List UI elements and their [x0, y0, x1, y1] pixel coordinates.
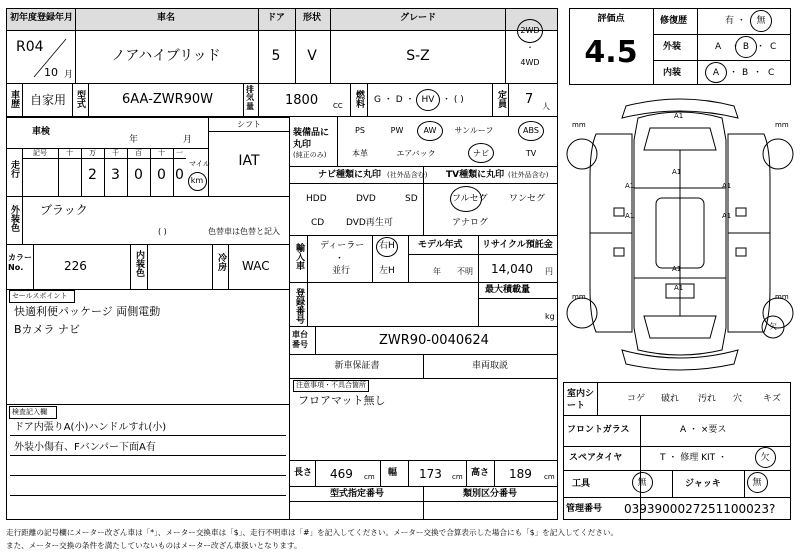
- exterior-label: 外装色: [9, 205, 19, 232]
- score-label: 評価点: [597, 14, 625, 24]
- drive-dot: ・: [526, 43, 534, 52]
- interior-sheet-item: コゲ: [627, 394, 646, 404]
- tire-mm-fl: mm: [572, 121, 586, 129]
- tv-analog: アナログ: [452, 218, 489, 228]
- import-right-h: 右H: [379, 241, 395, 251]
- mile-label: マイル: [189, 160, 210, 168]
- interior-sheet-item: キズ: [763, 394, 781, 404]
- max-load-kg: kg: [545, 312, 555, 321]
- exterior-color: ブラック: [40, 203, 88, 217]
- navi-dvd-play: DVD再生可: [346, 218, 393, 228]
- damage-mark: A1: [674, 112, 684, 120]
- navi-sd: SD: [405, 194, 418, 204]
- grade: S-Z: [406, 48, 430, 64]
- notes-text: フロアマット無し: [298, 394, 386, 407]
- mileage-header: 一: [176, 149, 183, 157]
- exterior-score-dot1: ・: [731, 42, 741, 52]
- mileage-divider: [81, 148, 82, 196]
- equipment-item: AW: [423, 126, 437, 135]
- inspector-notes-label: 検査記入欄: [12, 408, 47, 416]
- grade-label: グレード: [399, 13, 437, 23]
- interior-score-dot2: ・: [753, 68, 763, 78]
- max-load-label: 最大積載量: [485, 285, 531, 295]
- car-condition-diagram: [566, 88, 794, 378]
- navi-sub: (社外品含む): [387, 171, 428, 179]
- interior-sheet-item: 破れ: [661, 394, 680, 404]
- mileage-header: 十: [66, 149, 73, 157]
- equipment-item: TV: [525, 149, 537, 158]
- interior-score-label: 内装: [663, 68, 682, 78]
- sales-point-label: セールスポイント: [12, 292, 68, 300]
- interior-score-c: C: [768, 68, 775, 78]
- shift: IAT: [238, 153, 260, 169]
- shape-label: 形状: [302, 13, 322, 23]
- tools-label: 工具: [572, 479, 591, 489]
- damage-mark: A1: [674, 284, 684, 292]
- spare-options: T ・ 修理 KIT ・: [660, 453, 727, 463]
- tv-fullseg: フルセグ: [452, 194, 488, 204]
- registration-label: 登録番号: [294, 288, 304, 324]
- model-year-unit: 年: [433, 267, 441, 276]
- chassis-label: 車台番号: [292, 330, 308, 349]
- notes-label: 注意事項・不具合箇所: [296, 381, 366, 389]
- tire-mm-rr: mm: [775, 293, 789, 301]
- glass-value: A ・ ×要ス: [680, 425, 727, 435]
- ac-value: WAC: [242, 259, 270, 273]
- repair-label: 修復歴: [660, 16, 688, 26]
- footer-line-2: また、メーター交換の条件を満たしていないものはメーター改ざん車扱いとなります。: [6, 541, 302, 550]
- capacity: 7: [525, 92, 534, 107]
- interior-score-b: B: [742, 68, 749, 78]
- glass-label: フロントガラス: [567, 425, 630, 435]
- car-name-label: 車名: [156, 13, 176, 23]
- sales-point-line-2: Bカメラ ナビ: [14, 323, 81, 336]
- shape: V: [307, 48, 317, 64]
- inspector-notes-line-1: ドア内張りA(小)ハンドルすれ(小): [14, 422, 167, 433]
- damage-mark: A1: [722, 212, 732, 220]
- shift-label: シフト: [237, 120, 261, 129]
- mileage-header: 十: [158, 149, 165, 157]
- use-value: 自家用: [30, 93, 67, 107]
- fuel-options: G ・ D ・: [374, 95, 415, 105]
- jack-value: 無: [752, 478, 762, 488]
- exterior-score-b: B: [742, 42, 750, 52]
- mileage-divider: [150, 148, 151, 196]
- import-dot: ・: [335, 254, 345, 264]
- mileage-header: 万: [89, 149, 96, 157]
- height-label: 高さ: [471, 468, 490, 478]
- equipment-item: エアバック: [396, 149, 436, 158]
- drive-4wd: 4WD: [520, 58, 540, 67]
- damage-mark: A1: [672, 265, 682, 273]
- mileage-digit: 0: [175, 167, 184, 183]
- sales-point-line-1: 快適利便パッケージ 両側電動: [14, 305, 161, 318]
- recycle-yen: 円: [545, 267, 553, 276]
- mileage-digit: 0: [134, 167, 143, 183]
- color-no: 226: [64, 259, 87, 273]
- mileage-divider: [127, 148, 128, 196]
- mileage-divider: [173, 148, 174, 196]
- import-left-h: 左H: [379, 266, 395, 276]
- interior-color-label: 内装色: [134, 250, 144, 277]
- model-label: 型式: [75, 90, 85, 108]
- mileage-digit: 2: [88, 167, 97, 183]
- navi-hdd: HDD: [306, 194, 327, 204]
- chassis-value: ZWR90-0040624: [379, 333, 489, 348]
- exterior-score-a: A: [715, 42, 722, 52]
- footer-line-1: 走行距離の記号欄にメーター改ざん車は「*」、メーター交換車は「$」、走行不明車は「#」を記入してください。メーター交換で合算表示した場合にも「$」を記入してください。: [6, 528, 619, 537]
- height-value: 189: [509, 467, 532, 481]
- door-label: ドア: [267, 13, 285, 23]
- equipment-item: PS: [355, 126, 365, 135]
- tv-sub: (社外品含む): [508, 171, 549, 179]
- tire-mm-rl: mm: [572, 293, 586, 301]
- width-value: 173: [419, 467, 442, 481]
- management-value: 0393900027251100023?: [624, 502, 776, 516]
- equipment-item: PW: [390, 126, 404, 135]
- shaken-month-unit: 月: [183, 135, 193, 145]
- import-dealer: ディーラー: [320, 241, 365, 251]
- exterior-paren: ( ): [158, 227, 167, 236]
- interior-sheet-item: 穴: [733, 394, 743, 404]
- ac-label: 冷房: [216, 253, 226, 271]
- missing-mark: 欠: [769, 322, 777, 331]
- km-label: km: [190, 176, 204, 185]
- displacement: 1800: [285, 93, 319, 108]
- exterior-note: 色替車は色替と記入: [208, 227, 280, 236]
- height-cm: cm: [544, 473, 555, 481]
- damage-mark: A1: [722, 182, 732, 190]
- spare-label: スペアタイヤ: [569, 453, 623, 463]
- equipment-item: 本革: [352, 149, 368, 158]
- damage-mark: A1: [625, 212, 635, 220]
- model-year-label: モデル年式: [418, 240, 463, 250]
- first-reg-era: R04: [16, 39, 44, 55]
- first-reg-label: 初年度登録年月: [10, 13, 74, 23]
- score-value: 4.5: [584, 35, 638, 70]
- car-name: ノアハイブリッド: [111, 48, 221, 64]
- equipment-item: ナビ: [473, 149, 489, 158]
- exterior-score-label: 外装: [663, 42, 682, 52]
- mileage-digit: 3: [111, 167, 120, 183]
- mileage-header: 百: [135, 149, 142, 157]
- class-number-label: 類別区分番号: [462, 489, 518, 499]
- length-label: 長さ: [294, 468, 313, 478]
- fuel-paren: ・ ( ): [442, 95, 464, 105]
- import-label: 輸入車: [294, 243, 304, 270]
- model-year-unknown: 不明: [457, 267, 473, 276]
- first-reg-month-unit: 月: [64, 70, 74, 80]
- tv-oneseg: ワンセグ: [509, 194, 546, 204]
- interior-sheet-label: 室内シート: [567, 389, 595, 411]
- tv-label: TV種類に丸印: [446, 170, 505, 180]
- spare-value: 欠: [760, 453, 770, 463]
- import-parallel: 並行: [332, 266, 351, 276]
- equipment-item: サンルーフ: [454, 126, 494, 135]
- interior-sheet-item: 汚れ: [698, 394, 717, 404]
- length-value: 469: [330, 467, 353, 481]
- mileage-label: 走行: [9, 160, 19, 178]
- model-code: 6AA-ZWR90W: [122, 92, 214, 107]
- mileage-divider: [58, 148, 59, 196]
- fuel-hv: HV: [421, 95, 435, 105]
- displacement-label: 排気量: [246, 85, 254, 111]
- equipment-sublabel: (純正のみ): [293, 151, 327, 159]
- capacity-unit: 人: [542, 102, 550, 111]
- jack-label: ジャッキ: [685, 479, 721, 489]
- interior-score-dot1: ・: [729, 68, 739, 78]
- tools-value: 無: [637, 478, 647, 488]
- management-label: 管理番号: [566, 504, 603, 514]
- mileage-digit: 0: [157, 167, 166, 183]
- fuel-label: 燃料: [354, 90, 364, 108]
- doors: 5: [271, 48, 281, 64]
- equipment-label: 装備品に丸印: [293, 128, 330, 150]
- recycle-label: リサイクル預託金: [482, 240, 553, 250]
- repair-value: 無: [756, 16, 766, 26]
- damage-mark: A1: [672, 168, 682, 176]
- length-cm: cm: [364, 473, 375, 481]
- cc-unit: CC: [333, 102, 343, 110]
- equipment-item: ABS: [523, 126, 539, 135]
- owners-manual: 車両取説: [471, 361, 509, 371]
- navi-cd: CD: [311, 218, 325, 228]
- drive-2wd: 2WD: [520, 26, 540, 35]
- first-reg-month: 10: [44, 66, 58, 79]
- mileage-header: 記号: [33, 149, 47, 157]
- width-cm: cm: [452, 473, 463, 481]
- inspector-notes-line-2: 外装小傷有、Fバンパー下面A有: [14, 442, 156, 453]
- exterior-score-dot2: ・: [756, 42, 766, 52]
- new-warranty: 新車保証書: [334, 361, 380, 371]
- recycle-value: 14,040: [491, 262, 533, 276]
- mileage-divider: [104, 148, 105, 196]
- tire-mm-fr: mm: [775, 121, 789, 129]
- use-label: 車歴: [9, 90, 19, 108]
- damage-mark: A1: [625, 182, 635, 190]
- exterior-score-c: C: [770, 42, 777, 52]
- width-label: 幅: [388, 468, 398, 478]
- type-designation-label: 型式指定番号: [329, 489, 385, 499]
- repair-options: 有 ・: [725, 16, 746, 26]
- interior-score-a: A: [712, 68, 720, 78]
- shaken-year-unit: 年: [129, 135, 139, 145]
- color-no-label: カラーNo.: [8, 253, 32, 272]
- mileage-header: 千: [112, 149, 119, 157]
- capacity-label: 定員: [496, 90, 506, 108]
- navi-dvd: DVD: [356, 194, 376, 204]
- shaken-label: 車検: [32, 127, 51, 137]
- navi-label: ナビ種類に丸印: [318, 170, 382, 180]
